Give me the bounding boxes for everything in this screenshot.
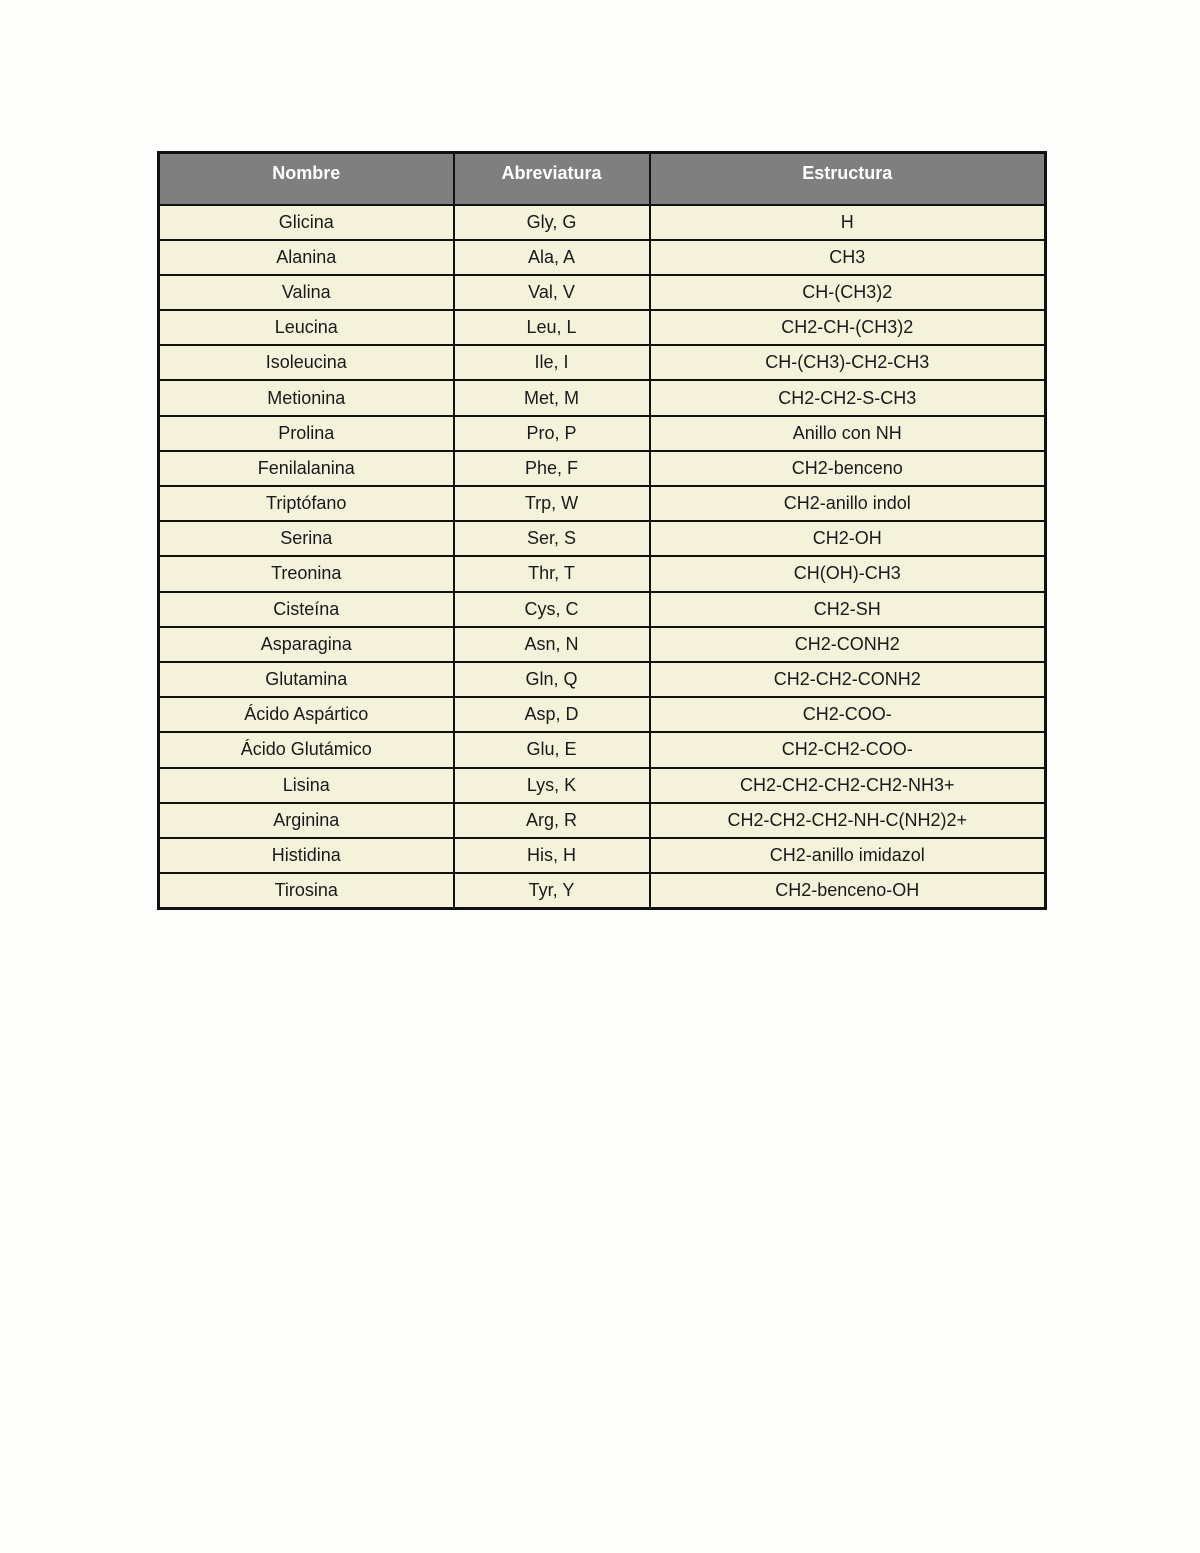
column-header-nombre: Nombre — [159, 153, 454, 205]
table-row — [159, 240, 1046, 275]
cell-estructura: CH-(CH3)2 — [650, 275, 1046, 310]
table-row — [159, 697, 1046, 732]
cell-abreviatura: His, H — [454, 838, 650, 873]
cell-nombre: Isoleucina — [159, 345, 454, 380]
cell-nombre: Ácido Aspártico — [159, 697, 454, 732]
table-body — [159, 205, 1046, 909]
table-row — [159, 380, 1046, 415]
cell-abreviatura: Met, M — [454, 380, 650, 415]
column-header-abreviatura: Abreviatura — [454, 153, 650, 205]
cell-abreviatura: Gln, Q — [454, 662, 650, 697]
cell-nombre: Serina — [159, 521, 454, 556]
cell-nombre: Glicina — [159, 205, 454, 240]
table-row — [159, 451, 1046, 486]
table-row — [159, 732, 1046, 767]
cell-estructura: CH2-anillo imidazol — [650, 838, 1046, 873]
cell-abreviatura: Lys, K — [454, 768, 650, 803]
cell-abreviatura: Ala, A — [454, 240, 650, 275]
cell-nombre: Fenilalanina — [159, 451, 454, 486]
table-row — [159, 416, 1046, 451]
cell-abreviatura: Glu, E — [454, 732, 650, 767]
table-row — [159, 768, 1046, 803]
cell-abreviatura: Asp, D — [454, 697, 650, 732]
table-row — [159, 662, 1046, 697]
cell-estructura: CH2-SH — [650, 592, 1046, 627]
cell-abreviatura: Phe, F — [454, 451, 650, 486]
cell-nombre: Ácido Glutámico — [159, 732, 454, 767]
table-row — [159, 345, 1046, 380]
cell-estructura: CH2-CH2-CH2-NH-C(NH2)2+ — [650, 803, 1046, 838]
cell-estructura: CH2-CONH2 — [650, 627, 1046, 662]
cell-estructura: CH2-CH2-CH2-CH2-NH3+ — [650, 768, 1046, 803]
table-row — [159, 310, 1046, 345]
amino-acid-table — [157, 151, 1047, 910]
cell-estructura: CH2-CH2-S-CH3 — [650, 380, 1046, 415]
cell-nombre: Prolina — [159, 416, 454, 451]
cell-nombre: Tirosina — [159, 873, 454, 908]
cell-abreviatura: Leu, L — [454, 310, 650, 345]
cell-nombre: Asparagina — [159, 627, 454, 662]
cell-nombre: Glutamina — [159, 662, 454, 697]
cell-estructura: CH2-benceno-OH — [650, 873, 1046, 908]
table-row — [159, 521, 1046, 556]
cell-abreviatura: Val, V — [454, 275, 650, 310]
cell-nombre: Alanina — [159, 240, 454, 275]
cell-abreviatura: Gly, G — [454, 205, 650, 240]
table-row — [159, 592, 1046, 627]
cell-nombre: Lisina — [159, 768, 454, 803]
cell-nombre: Leucina — [159, 310, 454, 345]
cell-abreviatura: Cys, C — [454, 592, 650, 627]
cell-estructura: CH2-CH2-CONH2 — [650, 662, 1046, 697]
cell-nombre: Treonina — [159, 556, 454, 591]
cell-estructura: CH2-CH-(CH3)2 — [650, 310, 1046, 345]
table-row — [159, 803, 1046, 838]
cell-abreviatura: Asn, N — [454, 627, 650, 662]
cell-nombre: Metionina — [159, 380, 454, 415]
cell-estructura: CH(OH)-CH3 — [650, 556, 1046, 591]
table-row — [159, 838, 1046, 873]
column-header-estructura: Estructura — [650, 153, 1046, 205]
cell-estructura: CH2-CH2-COO- — [650, 732, 1046, 767]
cell-estructura: CH2-benceno — [650, 451, 1046, 486]
cell-abreviatura: Ser, S — [454, 521, 650, 556]
cell-estructura: CH2-OH — [650, 521, 1046, 556]
table-row — [159, 556, 1046, 591]
table-row — [159, 627, 1046, 662]
cell-abreviatura: Pro, P — [454, 416, 650, 451]
cell-nombre: Histidina — [159, 838, 454, 873]
cell-abreviatura: Arg, R — [454, 803, 650, 838]
table-header — [159, 153, 1046, 205]
cell-nombre: Valina — [159, 275, 454, 310]
cell-nombre: Arginina — [159, 803, 454, 838]
header-row — [159, 153, 1046, 205]
cell-abreviatura: Tyr, Y — [454, 873, 650, 908]
cell-nombre: Cisteína — [159, 592, 454, 627]
table-row — [159, 275, 1046, 310]
cell-abreviatura: Ile, I — [454, 345, 650, 380]
cell-nombre: Triptófano — [159, 486, 454, 521]
table-row — [159, 873, 1046, 908]
cell-estructura: CH3 — [650, 240, 1046, 275]
table-row — [159, 205, 1046, 240]
cell-estructura: Anillo con NH — [650, 416, 1046, 451]
cell-estructura: CH-(CH3)-CH2-CH3 — [650, 345, 1046, 380]
cell-estructura: H — [650, 205, 1046, 240]
cell-estructura: CH2-anillo indol — [650, 486, 1046, 521]
table-row — [159, 486, 1046, 521]
cell-estructura: CH2-COO- — [650, 697, 1046, 732]
cell-abreviatura: Thr, T — [454, 556, 650, 591]
cell-abreviatura: Trp, W — [454, 486, 650, 521]
